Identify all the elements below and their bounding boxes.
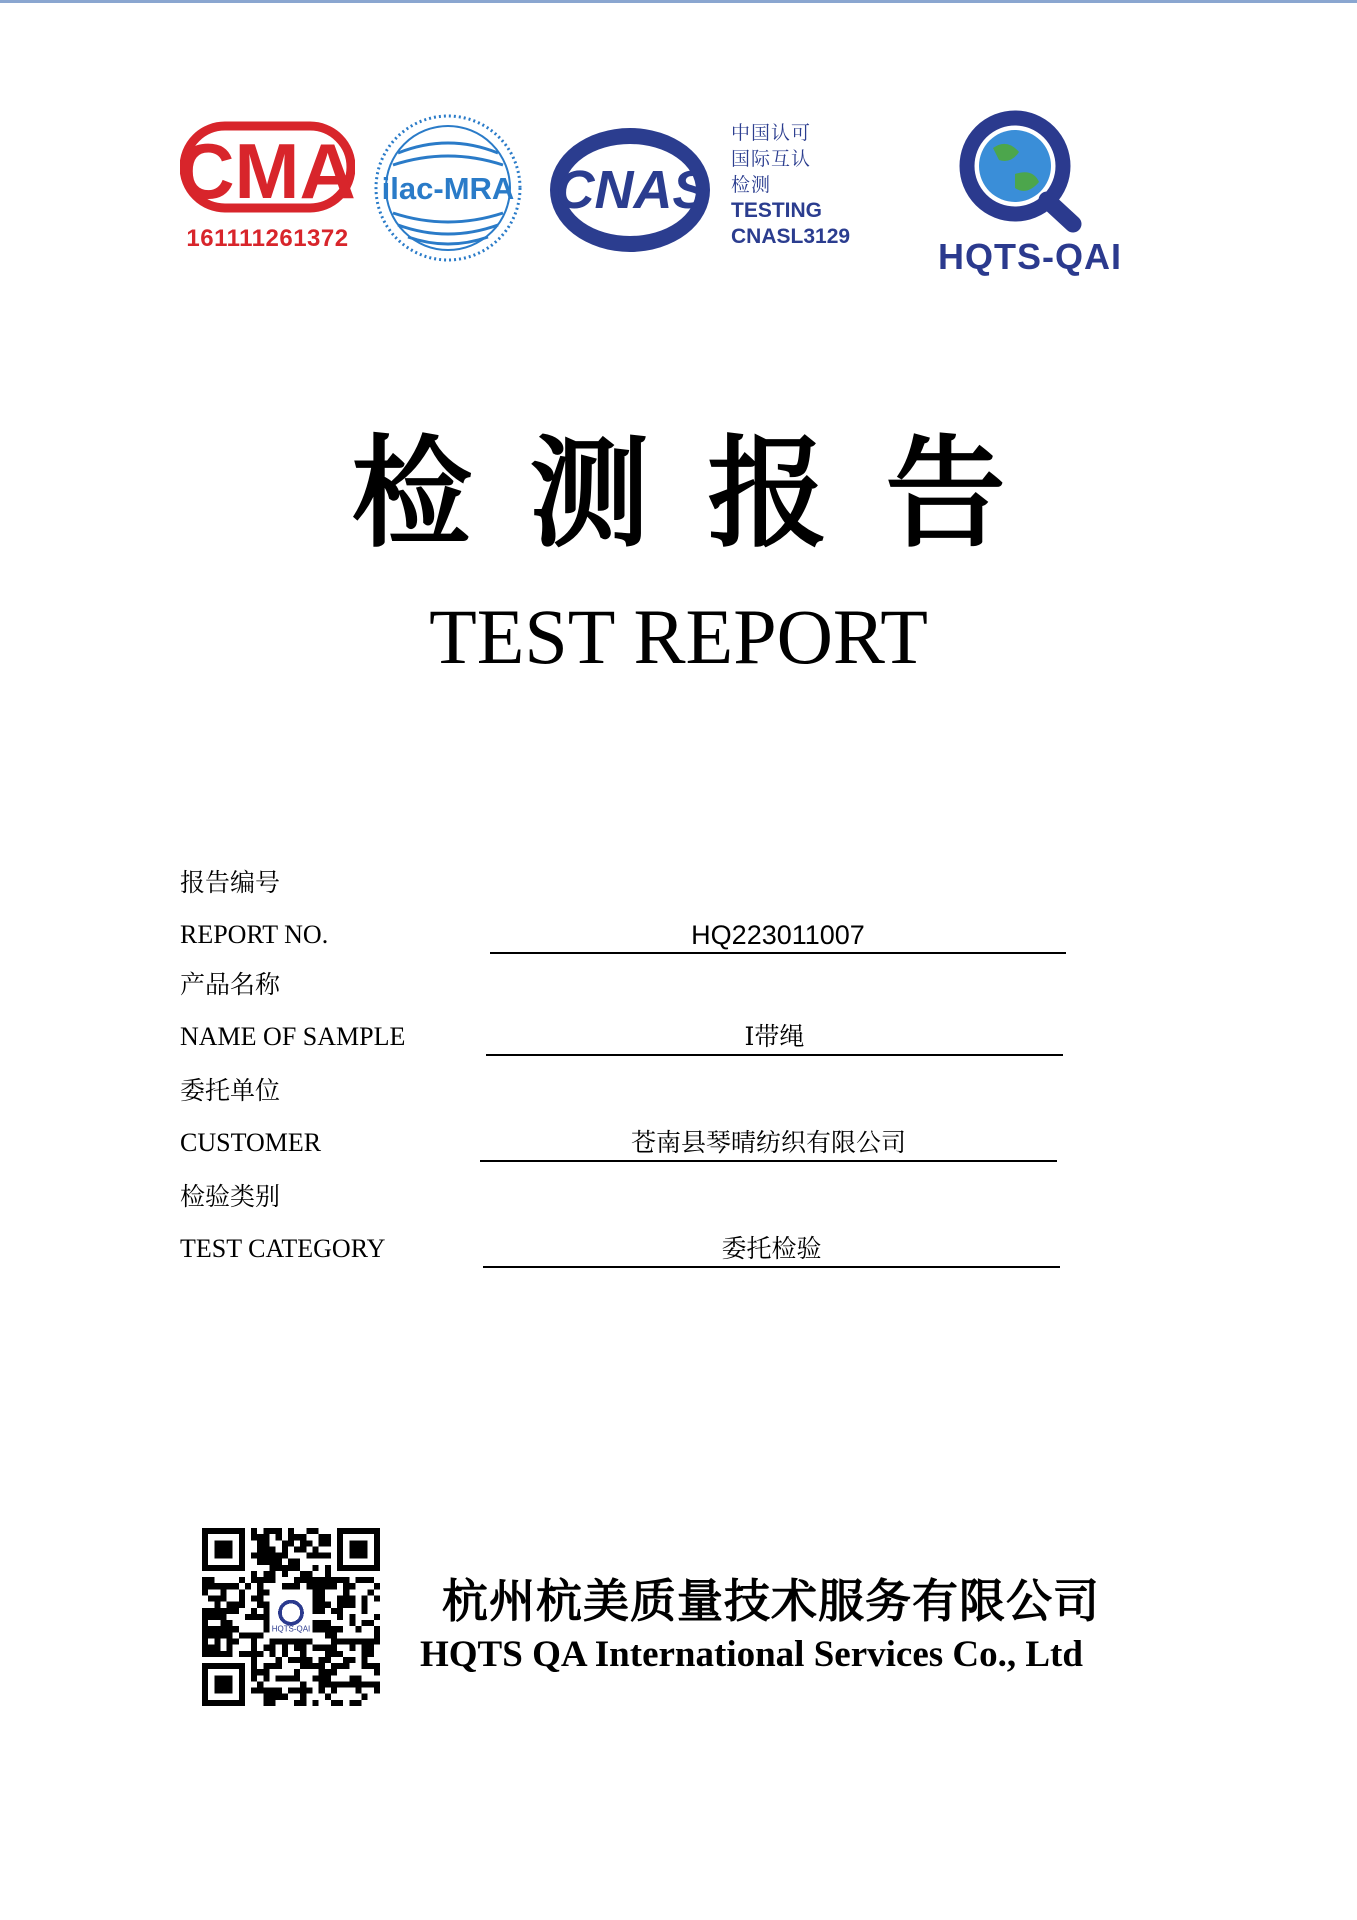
- cma-logo: [180, 120, 355, 260]
- cnas-code: CNASL3129: [731, 225, 851, 248]
- field-label-en: TEST CATEGORY: [180, 1234, 386, 1263]
- cma-mark-icon: [180, 120, 355, 220]
- field-sample-name: [180, 970, 1080, 1070]
- hqts-name: HQTS-QAI: [938, 236, 1122, 277]
- ilac-globe-icon: [373, 113, 523, 263]
- company-name-en: HQTS QA International Services Co., Ltd: [420, 1634, 1083, 1675]
- field-label-cn: 报告编号: [180, 868, 281, 897]
- company-name-cn: 杭州杭美质量技术服务有限公司: [442, 1574, 1100, 1628]
- field-label-en: REPORT NO.: [180, 920, 329, 949]
- field-label-en: NAME OF SAMPLE: [180, 1022, 406, 1051]
- cma-code: 161111261372: [186, 225, 349, 252]
- cnas-text-block: [731, 120, 861, 250]
- qr-code-icon[interactable]: [202, 1528, 380, 1706]
- top-border-line: [0, 0, 1357, 3]
- ilac-mra-logo: [373, 113, 523, 263]
- cnas-mark-icon: [548, 124, 726, 256]
- field-value: 委托检验: [483, 1232, 1060, 1268]
- report-title-en: TEST REPORT: [429, 593, 928, 680]
- cma-wordmark: CMA: [180, 127, 355, 215]
- ilac-wordmark: ilac-MRA: [381, 171, 515, 206]
- cnas-wordmark: CNAS: [555, 160, 709, 220]
- field-report-no: [180, 868, 1080, 968]
- field-value: HQ223011007: [490, 918, 1066, 954]
- field-label-cn: 检验类别: [180, 1182, 281, 1211]
- field-label-en: CUSTOMER: [180, 1128, 322, 1157]
- field-test-category: [180, 1182, 1080, 1282]
- field-customer: [180, 1076, 1080, 1176]
- cnas-line-cn-1: 中国认可: [731, 122, 812, 144]
- field-label-cn: 委托单位: [180, 1076, 281, 1105]
- qr-center-caption: HQTS-QAI: [271, 1624, 311, 1634]
- cnas-logo: [548, 120, 860, 260]
- field-value: Ⅰ带绳: [486, 1020, 1063, 1056]
- report-title-cn: 检测报告: [351, 425, 1064, 564]
- field-label-cn: 产品名称: [180, 970, 281, 999]
- cnas-line-cn-3: 检测: [731, 174, 772, 196]
- hqts-qai-logo: [915, 108, 1145, 283]
- cnas-line-en: TESTING: [731, 199, 823, 222]
- magnifier-globe-icon: [915, 108, 1145, 233]
- cnas-line-cn-2: 国际互认: [731, 148, 812, 170]
- field-value: 苍南县琴晴纺织有限公司: [480, 1126, 1057, 1162]
